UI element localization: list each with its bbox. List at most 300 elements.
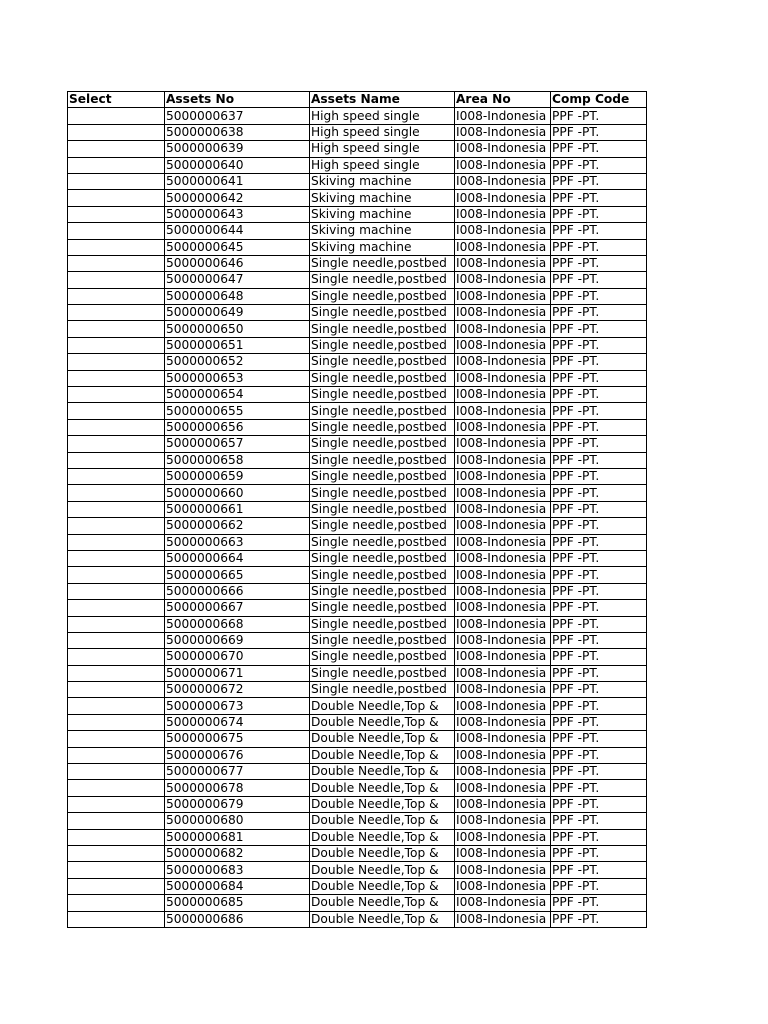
assets-name-cell: Single needle,postbed	[310, 272, 455, 288]
assets-name-cell: Double Needle,Top &	[310, 714, 455, 730]
area-no-cell: I008-Indonesia	[455, 747, 551, 763]
assets-no-cell: 5000000672	[165, 682, 310, 698]
select-cell[interactable]	[68, 206, 165, 222]
assets-no-cell: 5000000669	[165, 632, 310, 648]
select-cell[interactable]	[68, 305, 165, 321]
assets-name-cell: Double Needle,Top &	[310, 731, 455, 747]
assets-name-cell: Single needle,postbed	[310, 387, 455, 403]
comp-code-cell: PPF -PT.	[551, 550, 647, 566]
assets-no-cell: 5000000666	[165, 583, 310, 599]
assets-name-cell: High speed single	[310, 157, 455, 173]
select-cell[interactable]	[68, 436, 165, 452]
table-row[interactable]	[68, 436, 647, 452]
assets-name-cell: High speed single	[310, 141, 455, 157]
select-cell[interactable]	[68, 354, 165, 370]
table-row[interactable]	[68, 682, 647, 698]
comp-code-cell: PPF -PT.	[551, 845, 647, 861]
assets-name-cell: Single needle,postbed	[310, 452, 455, 468]
assets-no-cell: 5000000648	[165, 288, 310, 304]
area-no-cell: I008-Indonesia	[455, 616, 551, 632]
select-cell[interactable]	[68, 124, 165, 140]
comp-code-cell: PPF -PT.	[551, 682, 647, 698]
table-row[interactable]	[68, 567, 647, 583]
select-cell[interactable]	[68, 387, 165, 403]
select-cell[interactable]	[68, 141, 165, 157]
assets-no-cell: 5000000650	[165, 321, 310, 337]
area-no-cell: I008-Indonesia	[455, 387, 551, 403]
header-assets-no: Assets No	[165, 92, 310, 108]
table-row[interactable]	[68, 649, 647, 665]
area-no-cell: I008-Indonesia	[455, 682, 551, 698]
table-row[interactable]	[68, 485, 647, 501]
select-cell[interactable]	[68, 157, 165, 173]
select-cell[interactable]	[68, 321, 165, 337]
header-comp-code: Comp Code	[551, 92, 647, 108]
select-cell[interactable]	[68, 698, 165, 714]
area-no-cell: I008-Indonesia	[455, 370, 551, 386]
select-cell[interactable]	[68, 288, 165, 304]
assets-no-cell: 5000000664	[165, 550, 310, 566]
area-no-cell: I008-Indonesia	[455, 796, 551, 812]
assets-no-cell: 5000000651	[165, 337, 310, 353]
table-row[interactable]	[68, 387, 647, 403]
comp-code-cell: PPF -PT.	[551, 468, 647, 484]
assets-name-cell: Single needle,postbed	[310, 616, 455, 632]
assets-name-cell: Single needle,postbed	[310, 632, 455, 648]
table-row[interactable]	[68, 223, 647, 239]
assets-name-cell: Double Needle,Top &	[310, 845, 455, 861]
assets-name-cell: Single needle,postbed	[310, 321, 455, 337]
assets-name-cell: Skiving machine	[310, 206, 455, 222]
assets-name-cell: Double Needle,Top &	[310, 796, 455, 812]
assets-name-cell: Single needle,postbed	[310, 665, 455, 681]
assets-no-cell: 5000000640	[165, 157, 310, 173]
assets-no-cell: 5000000655	[165, 403, 310, 419]
comp-code-cell: PPF -PT.	[551, 452, 647, 468]
comp-code-cell: PPF -PT.	[551, 829, 647, 845]
area-no-cell: I008-Indonesia	[455, 829, 551, 845]
table-row[interactable]	[68, 518, 647, 534]
assets-no-cell: 5000000683	[165, 862, 310, 878]
table-row[interactable]	[68, 305, 647, 321]
area-no-cell: I008-Indonesia	[455, 583, 551, 599]
area-no-cell: I008-Indonesia	[455, 108, 551, 124]
comp-code-cell: PPF -PT.	[551, 157, 647, 173]
assets-name-cell: Skiving machine	[310, 223, 455, 239]
select-cell[interactable]	[68, 403, 165, 419]
table-row[interactable]	[68, 747, 647, 763]
comp-code-cell: PPF -PT.	[551, 272, 647, 288]
area-no-cell: I008-Indonesia	[455, 485, 551, 501]
area-no-cell: I008-Indonesia	[455, 337, 551, 353]
select-cell[interactable]	[68, 764, 165, 780]
comp-code-cell: PPF -PT.	[551, 911, 647, 927]
assets-name-cell: Single needle,postbed	[310, 468, 455, 484]
assets-name-cell: Single needle,postbed	[310, 354, 455, 370]
assets-name-cell: Single needle,postbed	[310, 337, 455, 353]
assets-name-cell: Single needle,postbed	[310, 518, 455, 534]
select-cell[interactable]	[68, 468, 165, 484]
table-row[interactable]	[68, 272, 647, 288]
table-row[interactable]	[68, 239, 647, 255]
assets-name-cell: Skiving machine	[310, 190, 455, 206]
assets-no-cell: 5000000678	[165, 780, 310, 796]
area-no-cell: I008-Indonesia	[455, 878, 551, 894]
assets-name-cell: Double Needle,Top &	[310, 862, 455, 878]
assets-name-cell: Double Needle,Top &	[310, 829, 455, 845]
assets-no-cell: 5000000681	[165, 829, 310, 845]
area-no-cell: I008-Indonesia	[455, 813, 551, 829]
select-cell[interactable]	[68, 600, 165, 616]
assets-no-cell: 5000000642	[165, 190, 310, 206]
table-row[interactable]	[68, 452, 647, 468]
area-no-cell: I008-Indonesia	[455, 534, 551, 550]
area-no-cell: I008-Indonesia	[455, 124, 551, 140]
comp-code-cell: PPF -PT.	[551, 649, 647, 665]
area-no-cell: I008-Indonesia	[455, 632, 551, 648]
comp-code-cell: PPF -PT.	[551, 616, 647, 632]
assets-no-cell: 5000000654	[165, 387, 310, 403]
table-row[interactable]	[68, 632, 647, 648]
select-cell[interactable]	[68, 337, 165, 353]
assets-no-cell: 5000000638	[165, 124, 310, 140]
assets-no-cell: 5000000661	[165, 501, 310, 517]
assets-name-cell: Single needle,postbed	[310, 370, 455, 386]
comp-code-cell: PPF -PT.	[551, 255, 647, 271]
table-row[interactable]	[68, 124, 647, 140]
assets-no-cell: 5000000686	[165, 911, 310, 927]
assets-no-cell: 5000000670	[165, 649, 310, 665]
area-no-cell: I008-Indonesia	[455, 731, 551, 747]
area-no-cell: I008-Indonesia	[455, 305, 551, 321]
table-row[interactable]	[68, 501, 647, 517]
comp-code-cell: PPF -PT.	[551, 288, 647, 304]
comp-code-cell: PPF -PT.	[551, 124, 647, 140]
comp-code-cell: PPF -PT.	[551, 567, 647, 583]
table-row[interactable]	[68, 534, 647, 550]
assets-name-cell: Double Needle,Top &	[310, 780, 455, 796]
assets-no-cell: 5000000668	[165, 616, 310, 632]
select-cell[interactable]	[68, 796, 165, 812]
table-row[interactable]	[68, 550, 647, 566]
assets-name-cell: Single needle,postbed	[310, 255, 455, 271]
assets-no-cell: 5000000673	[165, 698, 310, 714]
area-no-cell: I008-Indonesia	[455, 190, 551, 206]
select-cell[interactable]	[68, 255, 165, 271]
select-cell[interactable]	[68, 370, 165, 386]
comp-code-cell: PPF -PT.	[551, 813, 647, 829]
header-area-no: Area No	[455, 92, 551, 108]
table-row[interactable]	[68, 780, 647, 796]
assets-no-cell: 5000000658	[165, 452, 310, 468]
area-no-cell: I008-Indonesia	[455, 223, 551, 239]
comp-code-cell: PPF -PT.	[551, 485, 647, 501]
assets-name-cell: Single needle,postbed	[310, 288, 455, 304]
assets-no-cell: 5000000644	[165, 223, 310, 239]
assets-no-cell: 5000000684	[165, 878, 310, 894]
comp-code-cell: PPF -PT.	[551, 419, 647, 435]
area-no-cell: I008-Indonesia	[455, 550, 551, 566]
table-row[interactable]	[68, 255, 647, 271]
area-no-cell: I008-Indonesia	[455, 173, 551, 189]
area-no-cell: I008-Indonesia	[455, 354, 551, 370]
assets-name-cell: Single needle,postbed	[310, 403, 455, 419]
header-assets-name: Assets Name	[310, 92, 455, 108]
comp-code-cell: PPF -PT.	[551, 534, 647, 550]
comp-code-cell: PPF -PT.	[551, 895, 647, 911]
comp-code-cell: PPF -PT.	[551, 714, 647, 730]
table-row[interactable]	[68, 665, 647, 681]
assets-name-cell: Skiving machine	[310, 239, 455, 255]
assets-no-cell: 5000000685	[165, 895, 310, 911]
select-cell[interactable]	[68, 616, 165, 632]
comp-code-cell: PPF -PT.	[551, 731, 647, 747]
area-no-cell: I008-Indonesia	[455, 911, 551, 927]
assets-name-cell: High speed single	[310, 124, 455, 140]
select-cell[interactable]	[68, 583, 165, 599]
select-cell[interactable]	[68, 108, 165, 124]
assets-name-cell: Single needle,postbed	[310, 649, 455, 665]
assets-no-cell: 5000000671	[165, 665, 310, 681]
select-cell[interactable]	[68, 895, 165, 911]
assets-no-cell: 5000000675	[165, 731, 310, 747]
assets-name-cell: Single needle,postbed	[310, 419, 455, 435]
assets-name-cell: Single needle,postbed	[310, 550, 455, 566]
assets-name-cell: Double Needle,Top &	[310, 878, 455, 894]
header-select: Select	[68, 92, 165, 108]
area-no-cell: I008-Indonesia	[455, 468, 551, 484]
select-cell[interactable]	[68, 534, 165, 550]
assets-no-cell: 5000000659	[165, 468, 310, 484]
table-row[interactable]	[68, 419, 647, 435]
table-header	[68, 92, 647, 108]
comp-code-cell: PPF -PT.	[551, 518, 647, 534]
assets-name-cell: Double Needle,Top &	[310, 895, 455, 911]
table-row[interactable]	[68, 190, 647, 206]
select-cell[interactable]	[68, 665, 165, 681]
comp-code-cell: PPF -PT.	[551, 501, 647, 517]
assets-name-cell: Single needle,postbed	[310, 501, 455, 517]
select-cell[interactable]	[68, 550, 165, 566]
assets-name-cell: Skiving machine	[310, 173, 455, 189]
assets-name-cell: Double Needle,Top &	[310, 747, 455, 763]
assets-no-cell: 5000000679	[165, 796, 310, 812]
area-no-cell: I008-Indonesia	[455, 714, 551, 730]
table-row[interactable]	[68, 108, 647, 124]
assets-name-cell: Double Needle,Top &	[310, 698, 455, 714]
assets-no-cell: 5000000680	[165, 813, 310, 829]
comp-code-cell: PPF -PT.	[551, 206, 647, 222]
comp-code-cell: PPF -PT.	[551, 108, 647, 124]
area-no-cell: I008-Indonesia	[455, 649, 551, 665]
assets-name-cell: Double Needle,Top &	[310, 911, 455, 927]
assets-no-cell: 5000000667	[165, 600, 310, 616]
area-no-cell: I008-Indonesia	[455, 567, 551, 583]
comp-code-cell: PPF -PT.	[551, 190, 647, 206]
table-row[interactable]	[68, 337, 647, 353]
table-row[interactable]	[68, 714, 647, 730]
select-cell[interactable]	[68, 485, 165, 501]
table-row[interactable]	[68, 731, 647, 747]
area-no-cell: I008-Indonesia	[455, 321, 551, 337]
comp-code-cell: PPF -PT.	[551, 436, 647, 452]
comp-code-cell: PPF -PT.	[551, 698, 647, 714]
area-no-cell: I008-Indonesia	[455, 419, 551, 435]
area-no-cell: I008-Indonesia	[455, 403, 551, 419]
select-cell[interactable]	[68, 747, 165, 763]
assets-name-cell: Single needle,postbed	[310, 567, 455, 583]
area-no-cell: I008-Indonesia	[455, 698, 551, 714]
comp-code-cell: PPF -PT.	[551, 632, 647, 648]
select-cell[interactable]	[68, 272, 165, 288]
assets-no-cell: 5000000662	[165, 518, 310, 534]
assets-no-cell: 5000000677	[165, 764, 310, 780]
area-no-cell: I008-Indonesia	[455, 255, 551, 271]
comp-code-cell: PPF -PT.	[551, 764, 647, 780]
assets-name-cell: Single needle,postbed	[310, 485, 455, 501]
comp-code-cell: PPF -PT.	[551, 862, 647, 878]
table-row[interactable]	[68, 764, 647, 780]
assets-name-cell: Single needle,postbed	[310, 600, 455, 616]
comp-code-cell: PPF -PT.	[551, 370, 647, 386]
select-cell[interactable]	[68, 632, 165, 648]
assets-no-cell: 5000000649	[165, 305, 310, 321]
assets-no-cell: 5000000637	[165, 108, 310, 124]
comp-code-cell: PPF -PT.	[551, 321, 647, 337]
table-row[interactable]	[68, 600, 647, 616]
table-row[interactable]	[68, 895, 647, 911]
table-row[interactable]	[68, 583, 647, 599]
select-cell[interactable]	[68, 714, 165, 730]
select-cell[interactable]	[68, 682, 165, 698]
select-cell[interactable]	[68, 911, 165, 927]
area-no-cell: I008-Indonesia	[455, 518, 551, 534]
area-no-cell: I008-Indonesia	[455, 600, 551, 616]
select-cell[interactable]	[68, 567, 165, 583]
table-row[interactable]	[68, 141, 647, 157]
table-row[interactable]	[68, 321, 647, 337]
assets-no-cell: 5000000660	[165, 485, 310, 501]
assets-name-cell: Single needle,postbed	[310, 534, 455, 550]
select-cell[interactable]	[68, 780, 165, 796]
comp-code-cell: PPF -PT.	[551, 780, 647, 796]
table-row[interactable]	[68, 698, 647, 714]
area-no-cell: I008-Indonesia	[455, 272, 551, 288]
table-row[interactable]	[68, 813, 647, 829]
select-cell[interactable]	[68, 731, 165, 747]
assets-no-cell: 5000000653	[165, 370, 310, 386]
select-cell[interactable]	[68, 845, 165, 861]
area-no-cell: I008-Indonesia	[455, 665, 551, 681]
assets-no-cell: 5000000645	[165, 239, 310, 255]
select-cell[interactable]	[68, 419, 165, 435]
assets-no-cell: 5000000639	[165, 141, 310, 157]
table-row[interactable]	[68, 878, 647, 894]
header-row	[68, 92, 647, 108]
select-cell[interactable]	[68, 878, 165, 894]
select-cell[interactable]	[68, 518, 165, 534]
assets-no-cell: 5000000643	[165, 206, 310, 222]
assets-name-cell: Single needle,postbed	[310, 583, 455, 599]
assets-name-cell: Double Needle,Top &	[310, 813, 455, 829]
select-cell[interactable]	[68, 829, 165, 845]
area-no-cell: I008-Indonesia	[455, 206, 551, 222]
comp-code-cell: PPF -PT.	[551, 796, 647, 812]
table-row[interactable]	[68, 862, 647, 878]
assets-table	[67, 91, 647, 928]
assets-no-cell: 5000000682	[165, 845, 310, 861]
table-row[interactable]	[68, 845, 647, 861]
area-no-cell: I008-Indonesia	[455, 780, 551, 796]
table-row[interactable]	[68, 354, 647, 370]
select-cell[interactable]	[68, 813, 165, 829]
comp-code-cell: PPF -PT.	[551, 747, 647, 763]
table-row[interactable]	[68, 288, 647, 304]
comp-code-cell: PPF -PT.	[551, 403, 647, 419]
assets-no-cell: 5000000676	[165, 747, 310, 763]
assets-no-cell: 5000000646	[165, 255, 310, 271]
area-no-cell: I008-Indonesia	[455, 452, 551, 468]
table-row[interactable]	[68, 370, 647, 386]
table-row[interactable]	[68, 616, 647, 632]
comp-code-cell: PPF -PT.	[551, 305, 647, 321]
select-cell[interactable]	[68, 223, 165, 239]
assets-no-cell: 5000000641	[165, 173, 310, 189]
select-cell[interactable]	[68, 190, 165, 206]
select-cell[interactable]	[68, 862, 165, 878]
table-row[interactable]	[68, 829, 647, 845]
select-cell[interactable]	[68, 501, 165, 517]
select-cell[interactable]	[68, 239, 165, 255]
area-no-cell: I008-Indonesia	[455, 501, 551, 517]
assets-no-cell: 5000000674	[165, 714, 310, 730]
table-row[interactable]	[68, 206, 647, 222]
area-no-cell: I008-Indonesia	[455, 895, 551, 911]
table-body	[68, 108, 647, 928]
area-no-cell: I008-Indonesia	[455, 862, 551, 878]
comp-code-cell: PPF -PT.	[551, 665, 647, 681]
area-no-cell: I008-Indonesia	[455, 845, 551, 861]
area-no-cell: I008-Indonesia	[455, 288, 551, 304]
comp-code-cell: PPF -PT.	[551, 239, 647, 255]
area-no-cell: I008-Indonesia	[455, 239, 551, 255]
comp-code-cell: PPF -PT.	[551, 583, 647, 599]
comp-code-cell: PPF -PT.	[551, 223, 647, 239]
select-cell[interactable]	[68, 649, 165, 665]
area-no-cell: I008-Indonesia	[455, 436, 551, 452]
comp-code-cell: PPF -PT.	[551, 878, 647, 894]
table-row[interactable]	[68, 173, 647, 189]
select-cell[interactable]	[68, 173, 165, 189]
table-row[interactable]	[68, 403, 647, 419]
comp-code-cell: PPF -PT.	[551, 600, 647, 616]
assets-no-cell: 5000000663	[165, 534, 310, 550]
area-no-cell: I008-Indonesia	[455, 141, 551, 157]
table-row[interactable]	[68, 911, 647, 927]
assets-no-cell: 5000000656	[165, 419, 310, 435]
table-row[interactable]	[68, 157, 647, 173]
assets-no-cell: 5000000652	[165, 354, 310, 370]
comp-code-cell: PPF -PT.	[551, 141, 647, 157]
select-cell[interactable]	[68, 452, 165, 468]
assets-no-cell: 5000000647	[165, 272, 310, 288]
comp-code-cell: PPF -PT.	[551, 337, 647, 353]
comp-code-cell: PPF -PT.	[551, 354, 647, 370]
table-row[interactable]	[68, 796, 647, 812]
assets-name-cell: Single needle,postbed	[310, 305, 455, 321]
table-row[interactable]	[68, 468, 647, 484]
comp-code-cell: PPF -PT.	[551, 387, 647, 403]
